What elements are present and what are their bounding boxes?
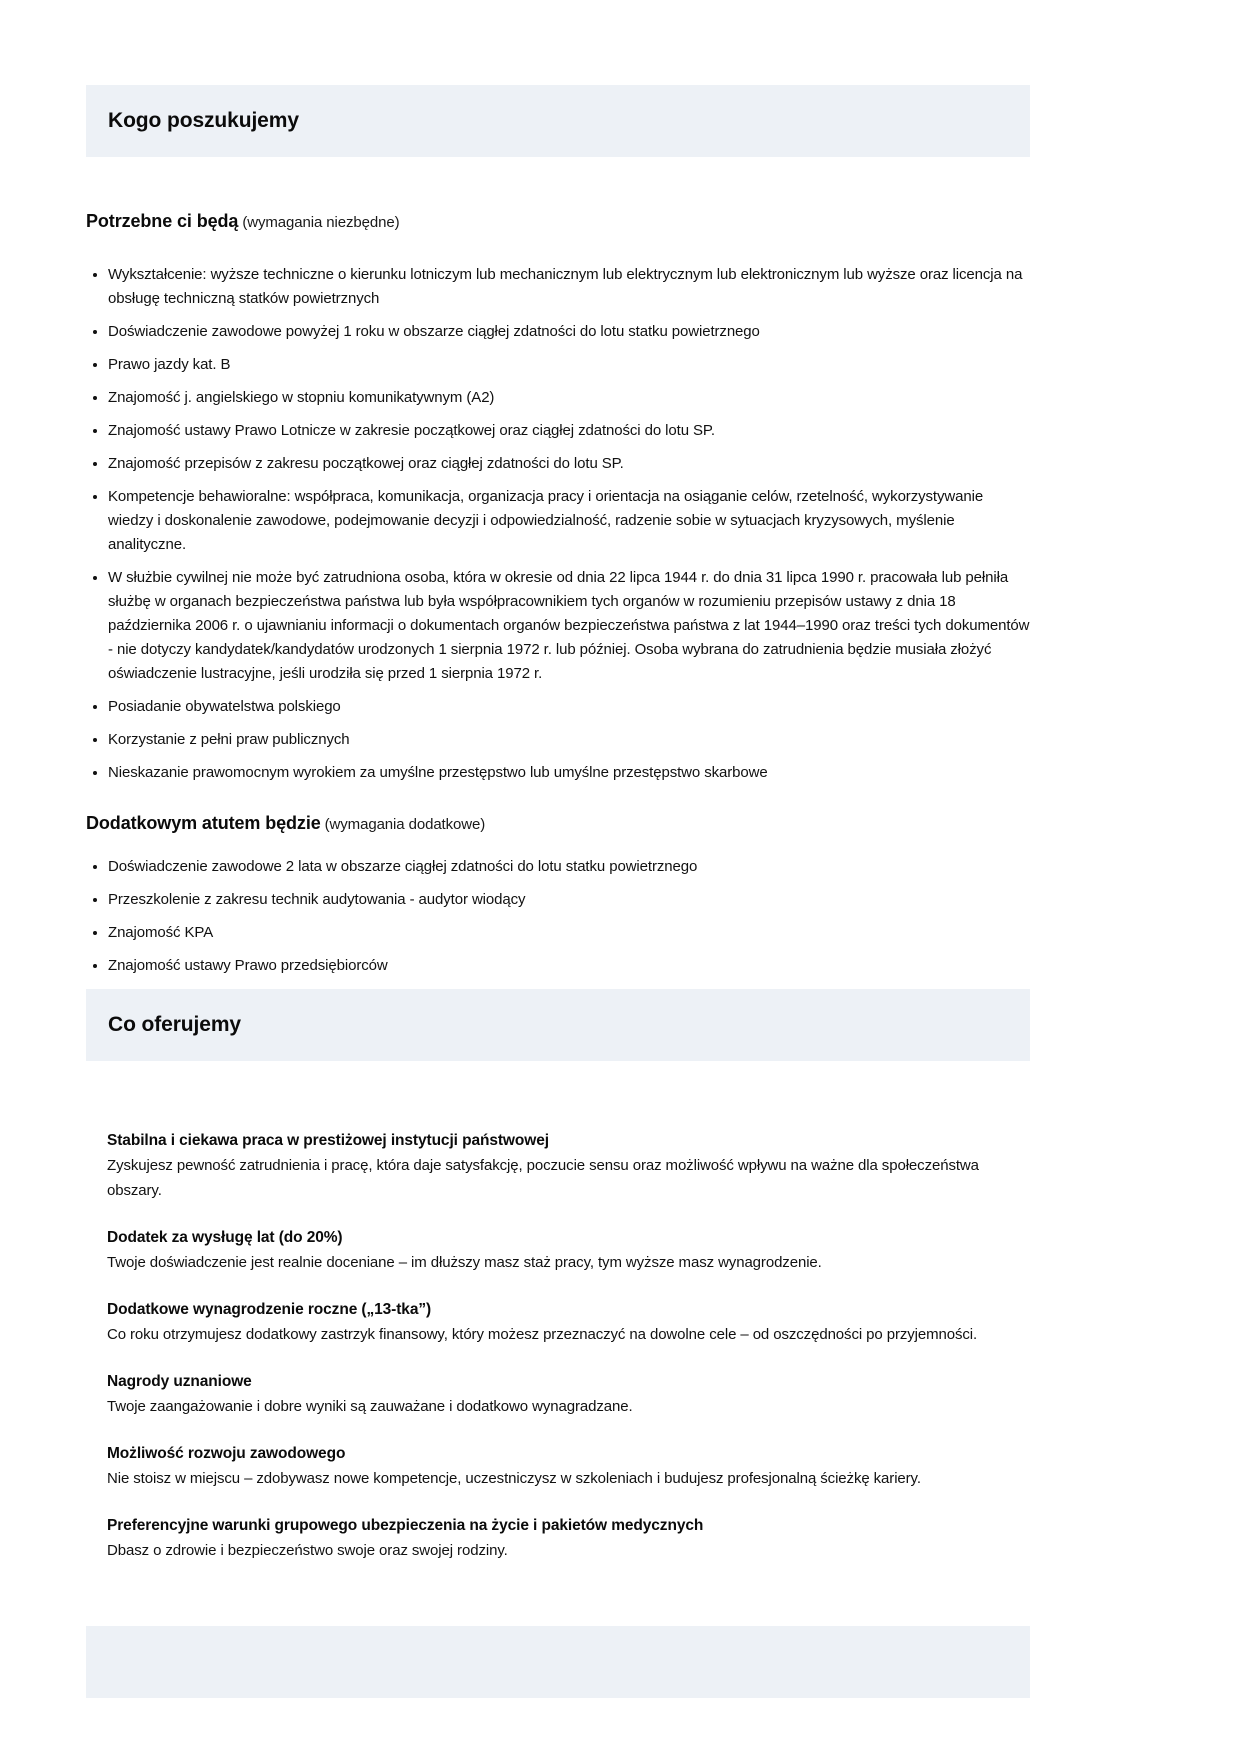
section-band-bottom (86, 1626, 1030, 1698)
offer-title: Stabilna i ciekawa praca w prestiżowej instytucji państwowej (107, 1132, 549, 1149)
offer-item (107, 1513, 1030, 1563)
list-item: • Prawo jazdy kat. B (108, 353, 1030, 377)
offer-item (107, 1297, 1030, 1347)
offer-item (107, 1225, 1030, 1275)
additional-heading (86, 811, 1030, 837)
offer-description: Co roku otrzymujesz dodatkowy zastrzyk finansowy, który możesz przeznaczyć na dowolne cele – od oszczędności po przyjemności. (107, 1326, 978, 1343)
list-item: • Znajomość ustawy Prawo Lotnicze w zakresie początkowej oraz ciągłej zdatności do lotu SP. (108, 419, 1030, 443)
additional-heading-note: (wymagania dodatkowe) (324, 816, 486, 833)
who-section-title: Kogo poszukujemy (108, 109, 299, 132)
list-item: • Znajomość przepisów z zakresu początkowej oraz ciągłej zdatności do lotu SP. (108, 452, 1030, 476)
offers-section-title: Co oferujemy (108, 1013, 241, 1036)
offers-list (86, 1128, 1030, 1563)
list-item: • Wykształcenie: wyższe techniczne o kierunku lotniczym lub mechanicznym lub elektrycznym lub elektronicznym lub wyższe oraz licencja na obsługę techniczną statków powietrznych (108, 263, 1030, 311)
offer-description: Nie stoisz w miejscu – zdobywasz nowe kompetencje, uczestniczysz w szkoleniach i budujesz profesjonalną ścieżkę kariery. (107, 1470, 921, 1487)
section-band-who (86, 85, 1030, 157)
list-item: • Przeszkolenie z zakresu technik audytowania - audytor wiodący (108, 888, 1030, 912)
additional-requirements-list (86, 855, 1030, 978)
content-column (86, 85, 1030, 1698)
section-band-offers (86, 989, 1030, 1061)
required-heading-note: (wymagania niezbędne) (242, 214, 400, 231)
list-item: • Kompetencje behawioralne: współpraca, komunikacja, organizacja pracy i orientacja na osiąganie celów, rzetelność, wykorzystywanie wiedzy i doskonalenie zawodowe, podejmowanie decyzji i odpowiedzialność, radzenie sobie w sytuacjach kryzysowych, myślenie analityczne. (108, 485, 1030, 557)
required-requirements-list (86, 263, 1030, 785)
offer-description: Twoje zaangażowanie i dobre wyniki są zauważane i dodatkowo wynagradzane. (107, 1398, 633, 1415)
offer-title: Dodatek za wysługę lat (do 20%) (107, 1229, 343, 1246)
list-item: • Posiadanie obywatelstwa polskiego (108, 695, 1030, 719)
list-item: • W służbie cywilnej nie może być zatrudniona osoba, która w okresie od dnia 22 lipca 1944 r. do dnia 31 lipca 1990 r. pracowała lub pełniła służbę w organach bezpieczeństwa państwa lub była współpracownikiem tych organów w rozumieniu przepisów ustawy z dnia 18 października 2006 r. o ujawnianiu informacji o dokumentach organów bezpieczeństwa państwa z lat 1944–1990 oraz treści tych dokumentów - nie dotyczy kandydatek/kandydatów urodzonych 1 sierpnia 1972 r. lub później. Osoba wybrana do zatrudnienia będzie musiała złożyć oświadczenie lustracyjne, jeśli urodziła się przed 1 sierpnia 1972 r. (108, 566, 1030, 686)
offer-title: Preferencyjne warunki grupowego ubezpieczenia na życie i pakietów medycznych (107, 1517, 704, 1534)
list-item: • Znajomość KPA (108, 921, 1030, 945)
offer-title: Możliwość rozwoju zawodowego (107, 1445, 346, 1462)
additional-heading-label: Dodatkowym atutem będzie (86, 813, 321, 833)
offer-title: Dodatkowe wynagrodzenie roczne („13-tka”) (107, 1301, 432, 1318)
list-item: • Znajomość j. angielskiego w stopniu komunikatywnym (A2) (108, 386, 1030, 410)
offer-title: Nagrody uznaniowe (107, 1373, 252, 1390)
required-heading-label: Potrzebne ci będą (86, 211, 239, 231)
offer-description: Twoje doświadczenie jest realnie doceniane – im dłuższy masz staż pracy, tym wyższe masz wynagrodzenie. (107, 1254, 822, 1271)
list-item: • Korzystanie z pełni praw publicznych (108, 728, 1030, 752)
list-item: • Nieskazanie prawomocnym wyrokiem za umyślne przestępstwo lub umyślne przestępstwo skarbowe (108, 761, 1030, 785)
offer-item (107, 1369, 1030, 1419)
list-item: • Doświadczenie zawodowe powyżej 1 roku w obszarze ciągłej zdatności do lotu statku powietrznego (108, 320, 1030, 344)
offer-item (107, 1128, 1030, 1203)
offer-description: Dbasz o zdrowie i bezpieczeństwo swoje oraz swojej rodziny. (107, 1542, 508, 1559)
offer-description: Zyskujesz pewność zatrudnienia i pracę, która daje satysfakcję, poczucie sensu oraz możliwość wpływu na ważne dla społeczeństwa obszary. (107, 1157, 979, 1199)
offer-item (107, 1441, 1030, 1491)
list-item: • Doświadczenie zawodowe 2 lata w obszarze ciągłej zdatności do lotu statku powietrznego (108, 855, 1030, 879)
list-item: • Znajomość ustawy Prawo przedsiębiorców (108, 954, 1030, 978)
required-heading (86, 209, 1030, 235)
